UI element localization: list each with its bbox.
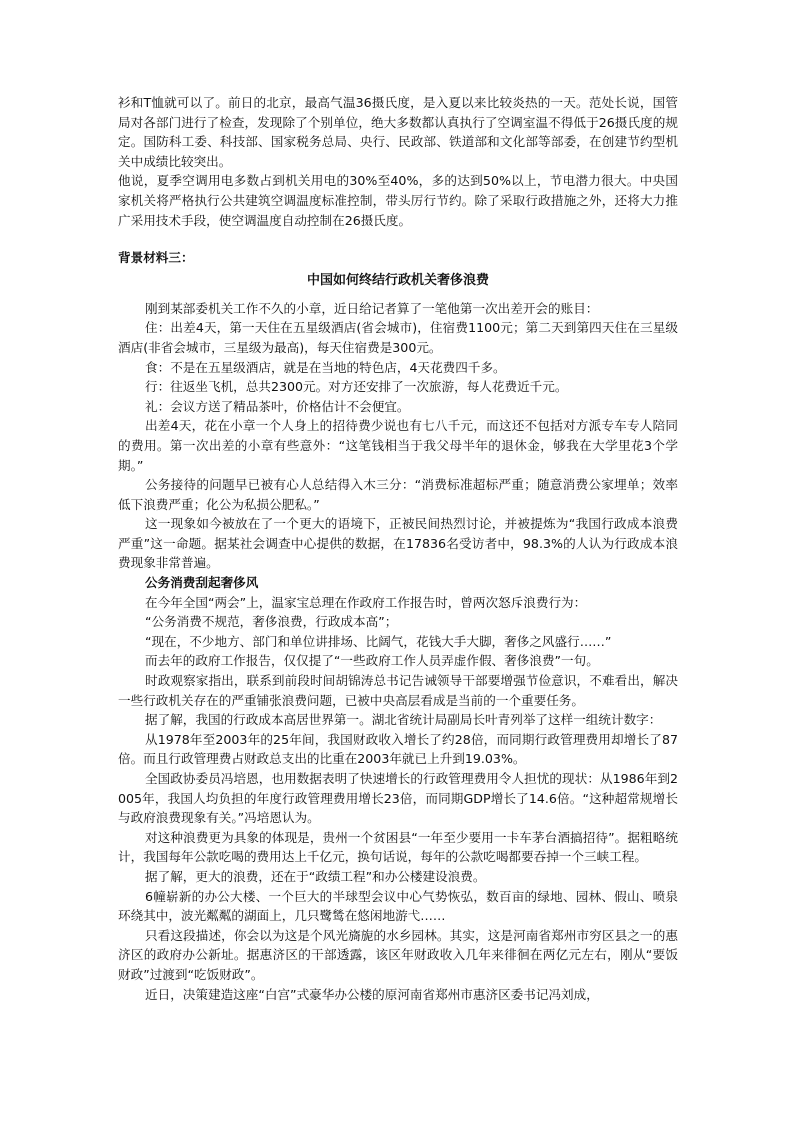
body-paragraph: 时政观察家指出，联系到前段时间胡锦涛总书记告诫领导干部要增强节俭意识，不难看出，解决一些行政机关存在的严重铺张浪费问题，已被中央高层看成是当前的一个重要任务。 xyxy=(118,673,678,708)
body-paragraph: 只看这段描述，你会以为这是个风光旖旎的水乡园林。其实，这是河南省郑州市穷区县之一的惠济区的政府办公新址。据惠济区的干部透露，该区年财政收入几年来徘徊在两亿元左右，刚从“要饭财政”过渡到“吃饭财政”。 xyxy=(118,927,678,982)
body-paragraph: 行：往返坐飞机，总共2300元。对方还安排了一次旅游，每人花费近千元。 xyxy=(145,379,568,395)
body-paragraph: 对这种浪费更为具象的体现是，贵州一个贫困县“一年至少要用一卡车茅台酒搞招待”。据粗略统计，我国每年公款吃喝的费用达上千亿元，换句话说，每年的公款吃喝都要吞掉一个三峡工程。 xyxy=(118,829,678,865)
section-gap xyxy=(118,230,678,248)
quote-line: “公务消费不规范，奢侈浪费，行政成本高”； xyxy=(145,614,398,630)
intro-paragraph-1: 衫和T恤就可以了。前日的北京，最高气温36摄氏度，是入夏以来比较炎热的一天。范处长说，国管局对各部门进行了检查，发现除了个别单位，绝大多数都认真执行了空调室温不得低于26摄氏度的规定。国防科工委、科技部、国家税务总局、央行、民政部、铁道部和文化部等部委，在创建节约型机关中成绩比较突出。 xyxy=(118,95,678,169)
body-paragraph: 全国政协委员冯培恩，也用数据表明了快速增长的行政管理费用令人担忧的现状：从1986年到2005年，我国人均负担的年度行政管理费用增长23倍，而同期GDP增长了14.6倍。“这种超常规增长与政府浪费现象有关。”冯培恩认为。 xyxy=(118,771,678,826)
body-paragraph: 住：出差4天，第一天住在五星级酒店(省会城市)，住宿费1100元；第二天到第四天住在三星级酒店(非省会城市，三星级为最高)，每天住宿费是300元。 xyxy=(118,320,678,355)
body-paragraph: 礼：会议方送了精品茶叶，价格估计不会便宜。 xyxy=(145,398,410,414)
body-paragraph: 公务接待的问题早已被有心人总结得入木三分：“消费标准超标严重；随意消费公家埋单；效率低下浪费严重；化公为私损公肥私。” xyxy=(118,477,678,512)
body-paragraph: 近日，决策建造这座“白宫”式豪华办公楼的原河南省郑州市惠济区委书记冯刘成， xyxy=(145,986,599,1002)
section-label: 背景材料三： xyxy=(118,250,194,266)
body-paragraph: 6幢崭新的办公大楼、一个巨大的半球型会议中心气势恢弘，数百亩的绿地、园林、假山、喷泉环绕其中，波光粼粼的湖面上，几只鹭鸶在悠闲地游弋…… xyxy=(118,888,678,924)
body-paragraph: 据了解，我国的行政成本高居世界第一。湖北省统计局副局长叶青列举了这样一组统计数字： xyxy=(145,712,662,728)
subheading: 公务消费刮起奢侈风 xyxy=(145,575,259,591)
document-page xyxy=(118,93,678,1004)
body-paragraph: 这一现象如今被放在了一个更大的语境下，正被民间热烈讨论，并被提炼为“我国行政成本浪费严重”这一命题。据某社会调查中心提供的数据，在17836名受访者中，98.3%的人认为行政成本浪费现象非常普遍。 xyxy=(118,516,678,571)
quote-line: “现在，不少地方、部门和单位讲排场、比阔气，花钱大手大脚，奢侈之风盛行……” xyxy=(145,633,612,649)
body-paragraph: 食：不是在五星级酒店，就是在当地的特色店，4天花费四千多。 xyxy=(145,359,506,375)
body-paragraph: 刚到某部委机关工作不久的小章，近日给记者算了一笔他第一次出差开会的账目： xyxy=(145,300,599,316)
body-paragraph: 从1978年至2003年的25年间，我国财政收入增长了约28倍，而同期行政管理费用却增长了87倍。而且行政管理费占财政总支出的比重在2003年就已上升到19.03%。 xyxy=(118,731,678,767)
body-paragraph: 而去年的政府工作报告，仅仅提了“一些政府工作人员弄虚作假、奢侈浪费”一句。 xyxy=(145,653,599,669)
body-paragraph: 据了解，更大的浪费，还在于“政绩工程”和办公楼建设浪费。 xyxy=(145,868,486,884)
article-title: 中国如何终结行政机关奢侈浪费 xyxy=(306,272,489,288)
body-paragraph: 在今年全国“两会”上，温家宝总理在作政府工作报告时，曾两次怒斥浪费行为： xyxy=(145,594,587,610)
body-paragraph: 出差4天，花在小章一个人身上的招待费少说也有七八千元，而这还不包括对方派专车专人陪同的费用。第一次出差的小章有些意外：“这笔钱相当于我父母半年的退休金，够我在大学里花3个学期。” xyxy=(118,418,678,473)
intro-paragraph-2: 他说，夏季空调用电多数占到机关用电的30%至40%，多的达到50%以上，节电潜力很大。中央国家机关将严格执行公共建筑空调温度标准控制，带头厉行节约。除了采取行政措施之外，还将大力推广采用技术手段，使空调温度自动控制在26摄氏度。 xyxy=(118,173,678,228)
